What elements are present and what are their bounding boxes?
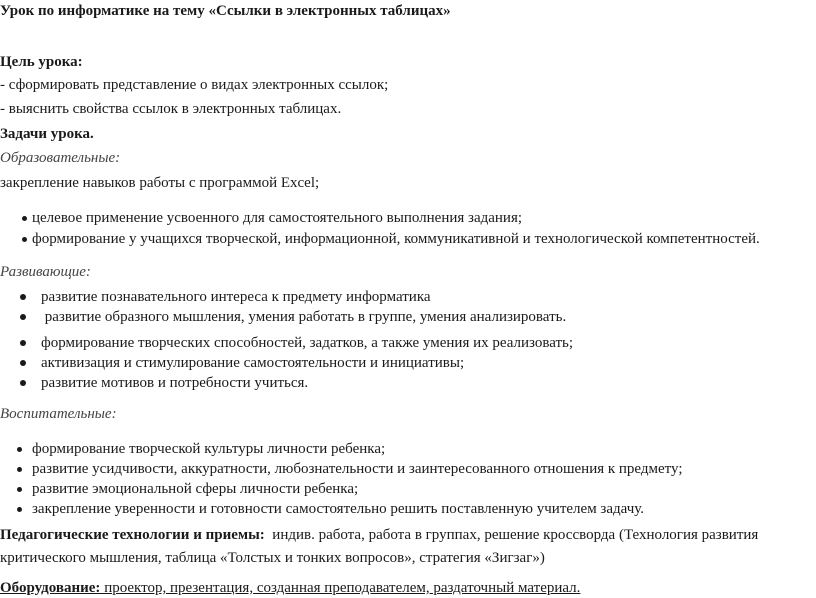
goal-heading: Цель урока: xyxy=(0,54,83,70)
list-item: активизация и стимулирование самостоятельности и инициативы; xyxy=(41,355,465,371)
list-item: развитие познавательного интереса к предмету информатика xyxy=(41,289,431,305)
bullet-icon xyxy=(20,380,26,386)
tasks-heading: Задачи урока. xyxy=(0,126,94,142)
bullet-icon xyxy=(20,340,26,346)
list-item: целевое применение усвоенного для самостоятельного выполнения задания; xyxy=(32,210,523,226)
list-item: формирование творческих способностей, задатков, а также умения их реализовать; xyxy=(41,335,574,351)
list-item: формирование у учащихся творческой, информационной, коммуникативной и технологической компетентностей. xyxy=(32,231,760,247)
equipment-label: Оборудование: xyxy=(0,580,101,596)
bullet-icon xyxy=(22,216,27,221)
technologies-text-continued: критического мышления, таблица «Толстых и тонких вопросов», стратегия «Зигзаг») xyxy=(0,550,545,566)
bullet-icon xyxy=(20,360,26,366)
educational-intro: закрепление навыков работы с программой Excel; xyxy=(0,175,320,191)
bullet-icon xyxy=(17,447,22,452)
equipment-line xyxy=(0,578,580,598)
upbringing-label: Воспитательные: xyxy=(0,406,117,422)
page-title: Урок по информатике на тему «Ссылки в электронных таблицах» xyxy=(0,3,451,19)
bullet-icon xyxy=(22,237,27,242)
goal-item: - выяснить свойства ссылок в электронных таблицах. xyxy=(0,101,342,117)
list-item: развитие мотивов и потребности учиться. xyxy=(41,375,309,391)
technologies-label: Педагогические технологии и приемы: xyxy=(0,527,265,543)
bullet-icon xyxy=(17,487,22,492)
list-item: формирование творческой культуры личности ребенка; xyxy=(32,441,386,457)
developing-label: Развивающие: xyxy=(0,264,91,280)
list-item: развитие образного мышления, умения работать в группе, умения анализировать. xyxy=(41,309,567,325)
list-item: закрепление уверенности и готовности самостоятельно решить поставленную учителем задачу. xyxy=(32,501,644,517)
goal-item: - сформировать представление о видах электронных ссылок; xyxy=(0,77,389,93)
bullet-icon xyxy=(20,294,26,300)
equipment-text: проектор, презентация, созданная преподавателем, раздаточный материал. xyxy=(100,580,581,596)
technologies-line xyxy=(0,525,758,545)
list-item: развитие усидчивости, аккуратности, любознательности и заинтересованного отношения к предмету; xyxy=(32,461,683,477)
bullet-icon xyxy=(17,467,22,472)
bullet-icon xyxy=(17,507,22,512)
list-item: развитие эмоциональной сферы личности ребенка; xyxy=(32,481,359,497)
bullet-icon xyxy=(20,314,26,320)
technologies-text: индив. работа, работа в группах, решение кроссворда (Технология развития xyxy=(264,527,759,543)
educational-label: Образовательные: xyxy=(0,150,121,166)
